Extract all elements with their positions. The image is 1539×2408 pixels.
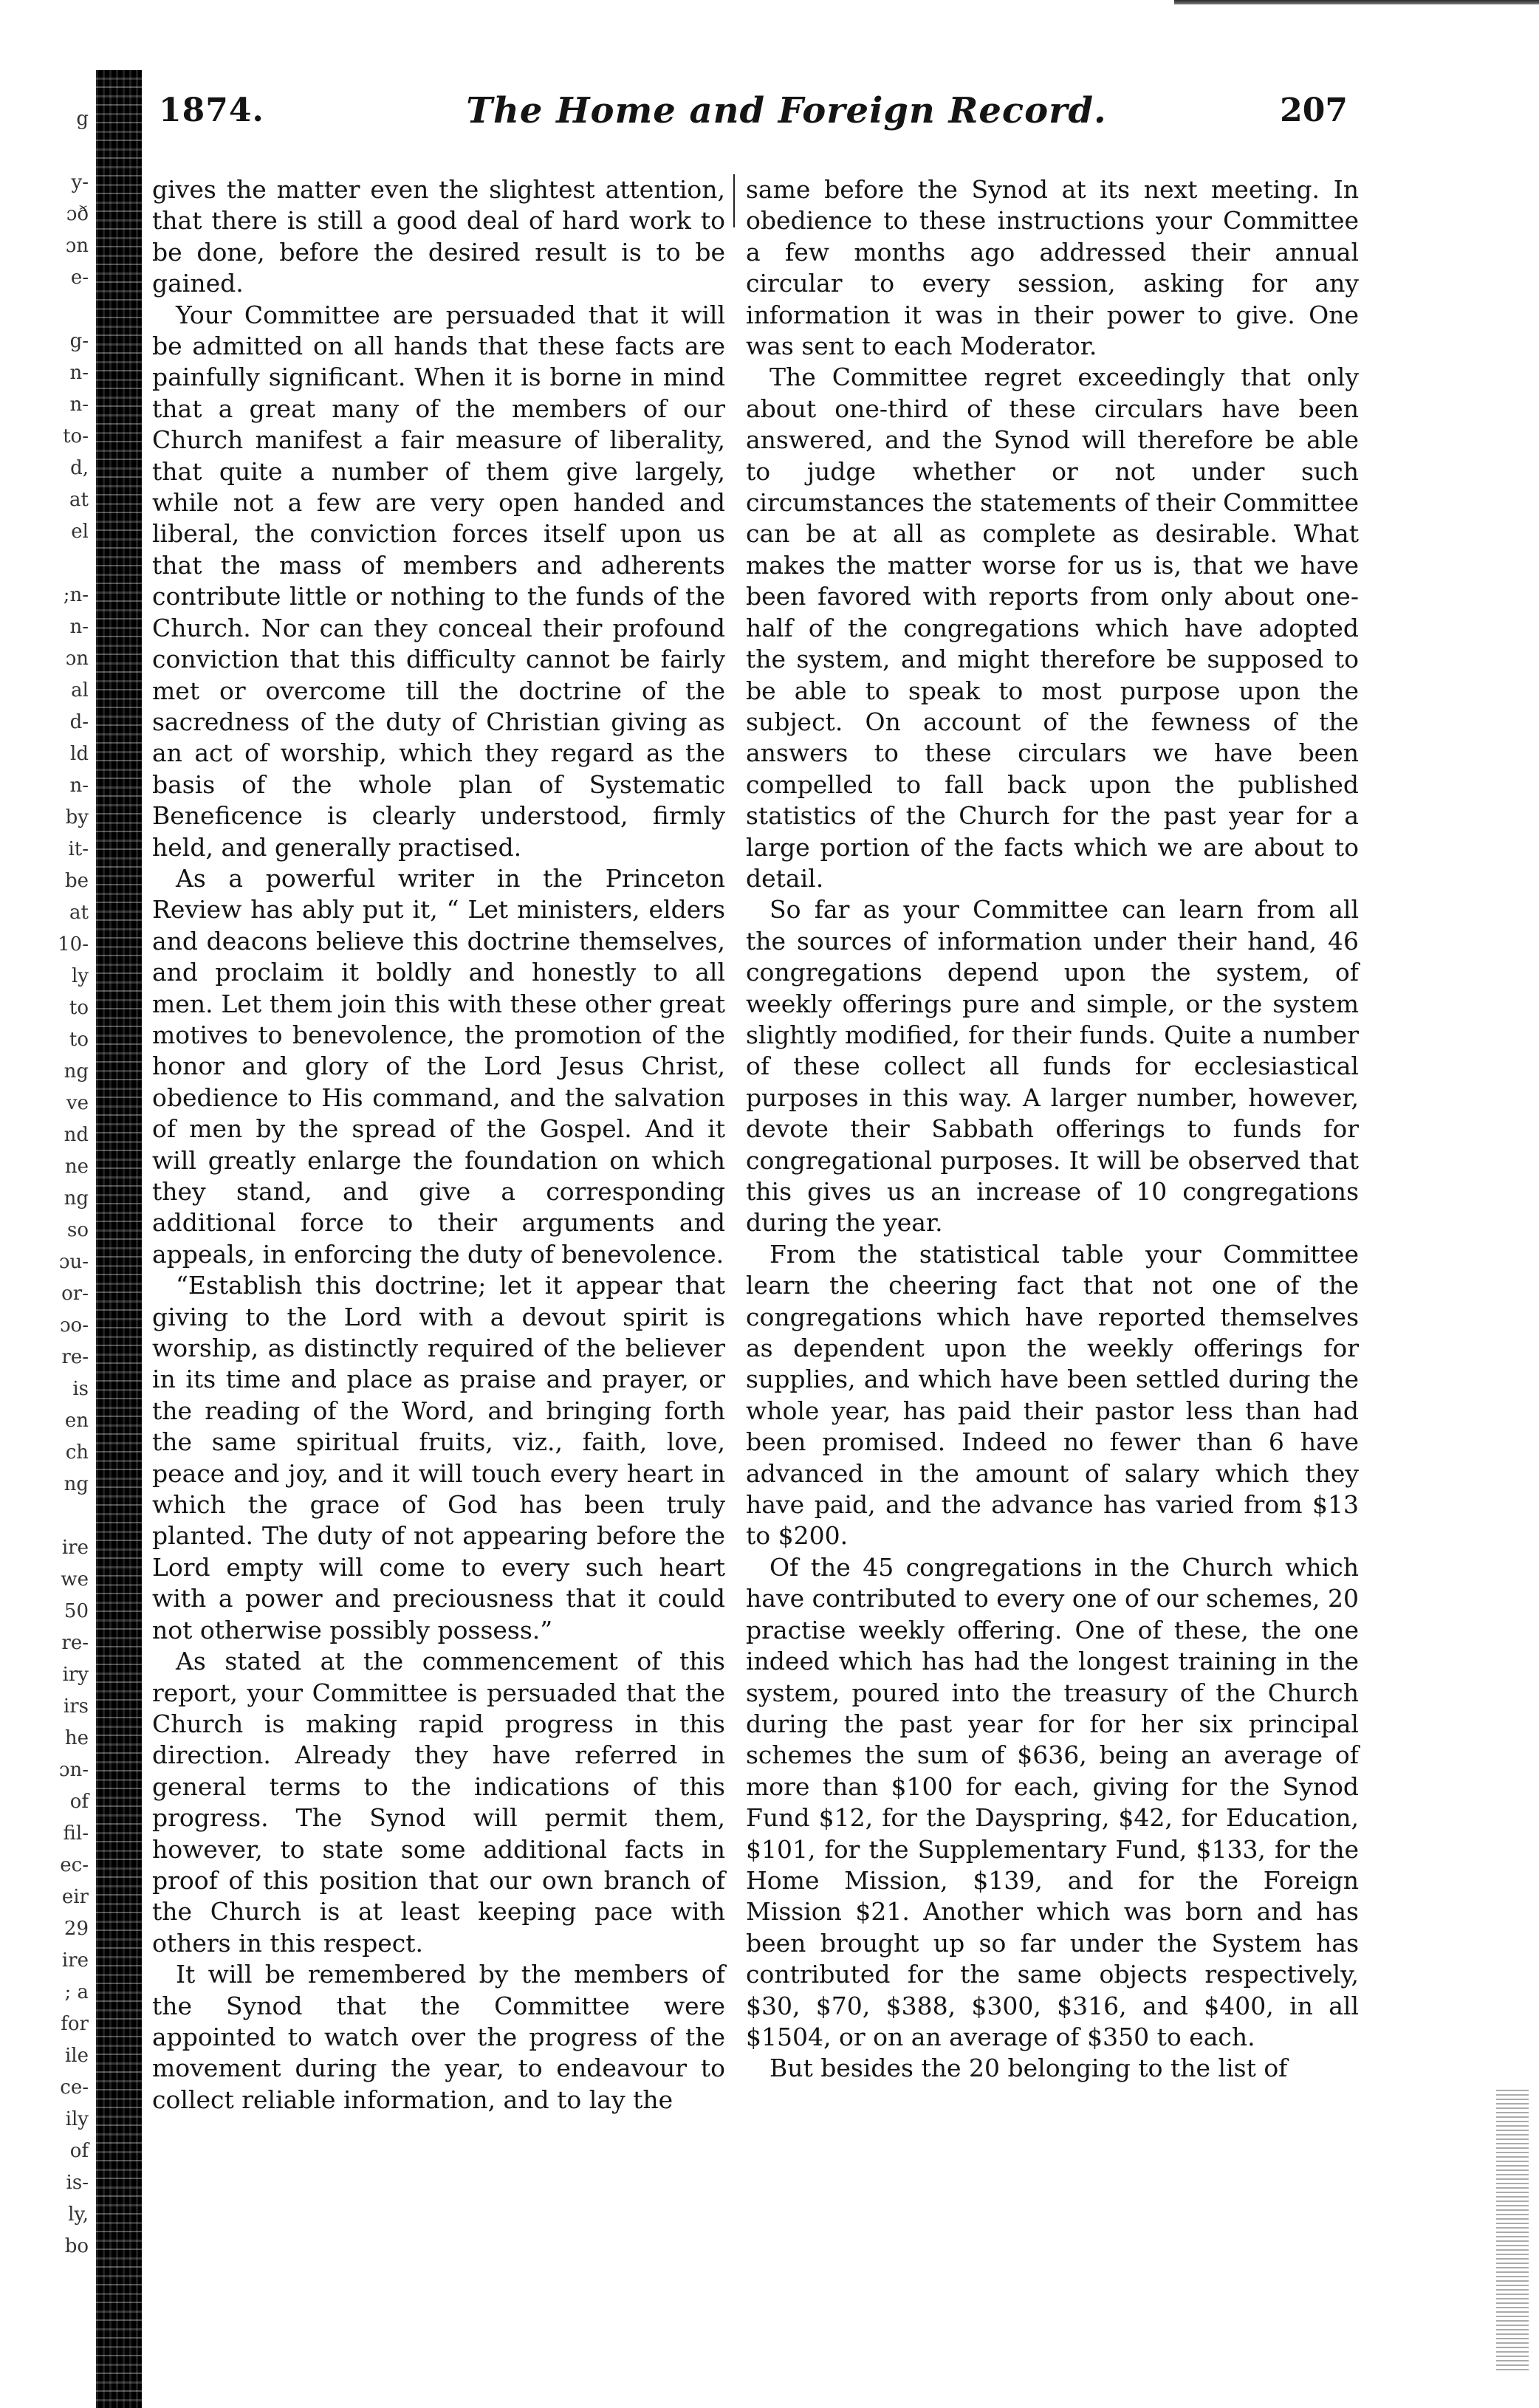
- margin-fragment: re-: [61, 1346, 89, 1368]
- column-divider: [733, 174, 735, 227]
- margin-fragment: of: [69, 2140, 89, 2162]
- paragraph: The Committee regret exceedingly that only about one-third of these circulars have been answered, and the Synod will therefore be able to judge whether or not under such circumstances the statements of their Committee can be at all as complete as desirable. What makes the matter worse for us is, that we have been favored with reports from only about one-half of the congregations which have adopted the system, and might therefore be supposed to be able to speak to most purpose upon the subject. On account of the fewness of the answers to these circulars we have been compelled to fall back upon the published statistics of the Church for the past year for a large portion of the facts which we are about to detail.: [746, 363, 1359, 893]
- margin-fragment: ɔu-: [58, 1251, 89, 1273]
- margin-fragment: n-: [69, 616, 89, 638]
- margin-fragment: eir: [61, 1886, 89, 1908]
- margin-fragment: ld: [70, 743, 89, 765]
- paragraph: Of the 45 congregations in the Church which have contributed to every one of our schemes, 20 practise weekly offering. One of these, the one indeed which has had the longest training in the system, poured into the treasury of the Church during the past year for for her six principal schemes the sum of $636, being an average of more than $100 for each, giving for the Synod Fund $12, for the Dayspring, $42, for Education, $101, for the Supplementary Fund, $133, for the Home Mission, $139, and for the Foreign Mission $21. Another which was born and has been brought up so far under the System has contributed for the same objects respectively, $30, $70, $388, $300, $316, and $400, in all $1504, or on an average of $350 to each.: [746, 1552, 1359, 2051]
- margin-fragment: ly: [71, 965, 89, 987]
- margin-fragment: iry: [62, 1664, 89, 1686]
- margin-fragment: ɔn: [65, 235, 89, 257]
- margin-fragment: d,: [70, 457, 89, 479]
- margin-fragment: ily: [65, 2108, 89, 2130]
- margin-fragment: y-: [71, 171, 89, 193]
- margin-fragment: at: [69, 902, 89, 924]
- margin-fragment: re-: [61, 1632, 89, 1654]
- margin-fragment: [0, 548, 96, 580]
- paragraph: But besides the 20 belonging to the list of: [770, 2054, 1288, 2083]
- margin-fragment: ec-: [60, 1854, 89, 1876]
- margin-fragment: ch: [65, 1441, 89, 1464]
- page-binding-shadow: [96, 70, 142, 2408]
- margin-fragment: ile: [64, 2045, 89, 2067]
- paragraph: As a powerful writer in the Princeton Review has ably put it, “ Let ministers, elders and deacons believe this doctrine themselves, and proclaim it boldly and honestly to all men. Let them join this with these other great motives to benevolence, the promotion of the honor and glory of the Lord Jesus Christ, obedience to His command, and the salvation of men by the spread of the Gospel. And it will greatly enlarge the foundation on which they stand, and give a corresponding additional force to their arguments and appeals, in enforcing the duty of benevolence.: [152, 863, 725, 1269]
- margin-fragment: ɔn: [65, 648, 89, 670]
- page-header: [159, 92, 1348, 143]
- header-title: The Home and Foreign Record.: [466, 90, 1107, 131]
- left-column: [152, 174, 725, 2116]
- paragraph: As stated at the commencement of this report, your Committee is persuaded that the Church is making rapid progress in this direction. Already they have referred in general terms to the indications of this progress. The Synod will permit them, however, to state some additional facts in proof of this position that our own branch of the Church is at least keeping pace with others in this respect.: [152, 1647, 725, 1958]
- margin-fragment: for: [61, 2013, 89, 2035]
- margin-fragment: n-: [69, 775, 89, 797]
- margin-fragment: ɔo-: [60, 1314, 89, 1337]
- margin-fragment: of: [69, 1791, 89, 1813]
- paragraph: gives the matter even the slightest attention, that there is still a good deal of hard work to be done, before the desired result is to be gained.: [152, 175, 725, 298]
- margin-fragment: [0, 135, 96, 167]
- margin-fragment: at: [69, 489, 89, 511]
- margin-fragment: be: [64, 870, 89, 892]
- margin-fragment: ng: [64, 1060, 89, 1083]
- header-year: 1874.: [159, 92, 264, 129]
- margin-fragment: he: [64, 1727, 89, 1749]
- margin-fragment: to: [69, 1029, 89, 1051]
- margin-fragment: ;n-: [63, 584, 89, 606]
- adjacent-page-margin: [0, 103, 96, 2333]
- margin-fragment: bo: [64, 2235, 89, 2257]
- margin-fragment: ng: [64, 1473, 89, 1495]
- margin-fragment: el: [71, 521, 89, 543]
- margin-fragment: is: [72, 1378, 89, 1400]
- margin-fragment: ng: [64, 1187, 89, 1210]
- paragraph: So far as your Committee can learn from all the sources of information under their hand, 46 congregations depend upon the system, of weekly offerings pure and simple, or the system slightly modified, for their funds. Quite a number of these collect all funds for ecclesiastical purposes in this way. A larger number, however, devote their Sabbath offerings to funds for congregational purposes. It will be observed that this gives us an increase of 10 congregations during the year.: [746, 895, 1359, 1238]
- margin-fragment: al: [71, 679, 89, 702]
- margin-fragment: 29: [64, 1918, 89, 1940]
- margin-fragment: en: [64, 1410, 89, 1432]
- margin-fragment: 10-: [58, 933, 89, 956]
- margin-fragment: to: [69, 997, 89, 1019]
- margin-fragment: ɔn-: [58, 1759, 89, 1781]
- margin-fragment: so: [67, 1219, 89, 1241]
- margin-fragment: to-: [63, 425, 89, 447]
- margin-fragment: g: [76, 108, 89, 130]
- margin-fragment: by: [65, 806, 89, 829]
- margin-fragment: nd: [64, 1124, 89, 1146]
- margin-fragment: n-: [69, 362, 89, 384]
- paragraph: Your Committee are persuaded that it will be admitted on all hands that these facts are painfully significant. When it is borne in mind that a great many of the members of our Church manifest a fair measure of liberality, that quite a number of them give largely, while not a few are very open handed and liberal, the conviction forces itself upon us that the mass of members and adherents contribute little or nothing to the funds of the Church. Nor can they conceal their profound conviction that this difficulty cannot be fairly met or overcome till the doctrine of the sacredness of the duty of Christian giving as an act of worship, which they regard as the basis of the whole plan of Systematic Beneficence is clearly understood, firmly held, and generally practised.: [152, 300, 725, 862]
- margin-fragment: ve: [66, 1092, 89, 1114]
- page-number: 207: [1280, 92, 1348, 129]
- scan-edge-noise: [1496, 2090, 1529, 2370]
- margin-fragment: we: [61, 1568, 89, 1591]
- margin-fragment: ; a: [64, 1981, 89, 2003]
- margin-fragment: ly,: [68, 2203, 89, 2226]
- margin-fragment: ne: [64, 1156, 89, 1178]
- top-rule: [1174, 0, 1539, 4]
- margin-fragment: irs: [63, 1695, 89, 1718]
- margin-fragment: [0, 1500, 96, 1532]
- margin-fragment: ire: [61, 1537, 89, 1559]
- paragraph: From the statistical table your Committee learn the cheering fact that not one of the congregations which have reported themselves as dependent upon the weekly offerings for supplies, and which have been settled during the whole year, has paid their pastor less than had been promised. Indeed no fewer than 6 have advanced in the amount of salary which they have paid, and the advance has varied from $13 to $200.: [746, 1239, 1359, 1551]
- margin-fragment: ɔð: [66, 203, 89, 225]
- margin-fragment: ire: [61, 1949, 89, 1972]
- margin-fragment: ce-: [60, 2076, 89, 2099]
- margin-fragment: 50: [64, 1600, 89, 1622]
- right-column: [746, 174, 1359, 2085]
- margin-fragment: it-: [68, 838, 89, 860]
- margin-fragment: e-: [70, 267, 89, 289]
- margin-fragment: or-: [61, 1283, 89, 1305]
- paragraph: It will be remembered by the members of the Synod that the Committee were appointed to watch over the progress of the movement during the year, to endeavour to collect reliable information, and to lay the: [152, 1960, 725, 2114]
- paragraph: same before the Synod at its next meeting. In obedience to these instructions your Committee a few months ago addressed their annual circular to every session, asking for any information it was in their power to give. One was sent to each Moderator.: [746, 175, 1359, 361]
- margin-fragment: n-: [69, 394, 89, 416]
- margin-fragment: fil-: [63, 1822, 89, 1845]
- margin-fragment: d-: [69, 711, 89, 733]
- paragraph: “Establish this doctrine; let it appear that giving to the Lord with a devout spirit is worship, as distinctly required of the believer in its time and place as praise and prayer, or the reading of the Word, and bringing forth the same spiritual fruits, viz., faith, love, peace and joy, and it will touch every heart in which the grace of God has been truly planted. The duty of not appearing before the Lord empty will come to every such heart with a power and preciousness that it could not otherwise possibly possess.”: [152, 1271, 725, 1644]
- margin-fragment: g-: [69, 330, 89, 352]
- margin-fragment: is-: [66, 2172, 89, 2194]
- margin-fragment: [0, 294, 96, 326]
